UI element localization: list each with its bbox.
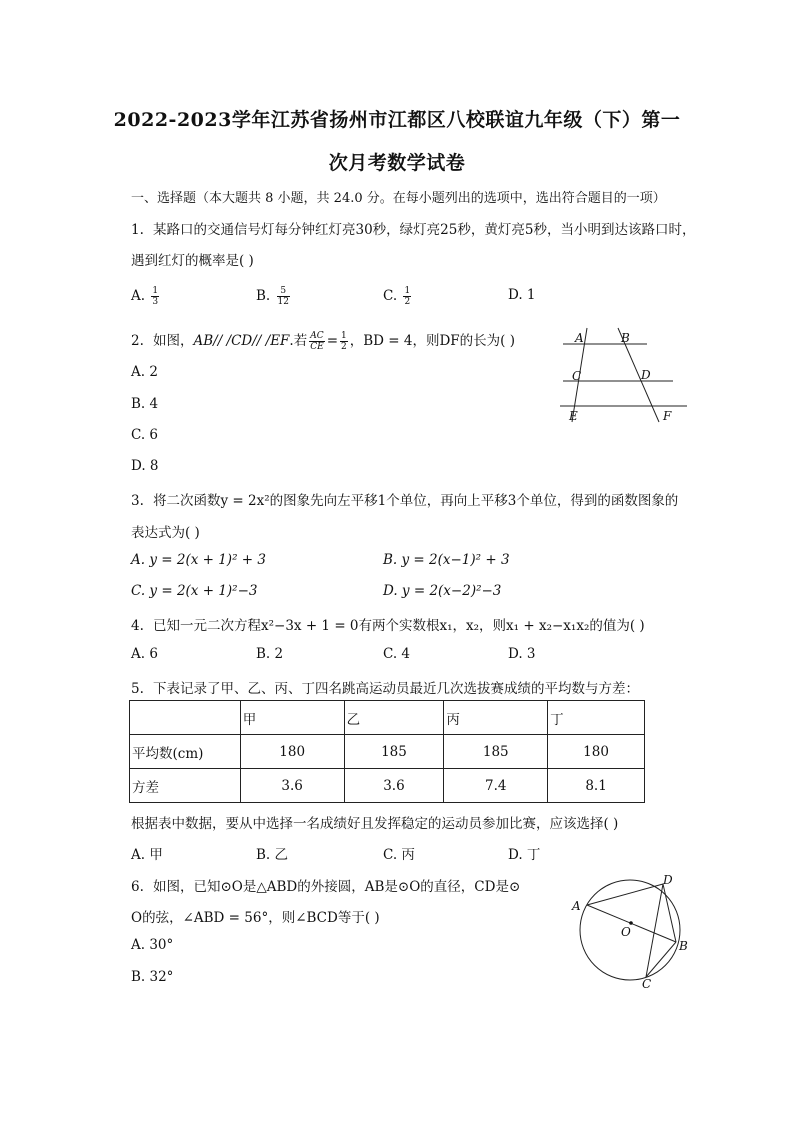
q2-parallel-lines-figure <box>555 326 695 430</box>
table-cell: 乙 <box>344 701 444 735</box>
chord-bc <box>646 942 676 977</box>
q1-option-b-fraction: $\frac{5}{12}$ <box>277 286 289 307</box>
table-cell: 3.6 <box>240 769 344 803</box>
q5-option-a: A. 甲 <box>131 847 163 863</box>
table-cell: 丙 <box>444 701 548 735</box>
q6-circle-figure <box>568 872 698 990</box>
point-label-d: D <box>641 368 651 382</box>
q2-line1: 2. 如图，AB// /CD// /EF.若 $\frac{AC}{CE}$ = $\frac{1}{2}$ ，BD = 4，则DF的长为( ) <box>131 331 515 352</box>
q5-score-table <box>129 700 645 803</box>
q2-parallel-relation: AB// /CD// /EF <box>193 333 290 349</box>
q1-option-c: C. $\frac{1}{2}$ <box>383 286 411 307</box>
q4-option-c: C. 4 <box>383 646 411 662</box>
q4-option-a: A. 6 <box>131 646 158 662</box>
q3-option-c: C. y = 2(x + 1)²−3 <box>131 583 258 599</box>
q1-option-a: A. $\frac{1}{3}$ <box>131 286 159 307</box>
point-label-e: E <box>569 409 578 423</box>
q3-line2: 表达式为( ) <box>131 525 200 541</box>
table-cell: 7.4 <box>444 769 548 803</box>
q4-line: 4. 已知一元二次方程x²−3x + 1 = 0有两个实数根x₁，x₂，则x₁ + x₂−x₁x₂的值为( ) <box>131 618 645 634</box>
table-cell: 180 <box>548 735 645 769</box>
table-cell: 方差 <box>130 769 241 803</box>
table-row <box>130 735 645 769</box>
table-cell <box>130 701 241 735</box>
q3-option-b: B. y = 2(x−1)² + 3 <box>383 552 510 568</box>
point-label-a: A <box>575 331 584 345</box>
table-cell: 甲 <box>240 701 344 735</box>
q2-option-c: C. 6 <box>131 427 159 443</box>
chord-ad <box>587 884 663 905</box>
q4-option-b: B. 2 <box>256 646 284 662</box>
point-label-o: O <box>621 925 631 939</box>
section-heading: 一、选择题（本大题共 8 小题，共 24.0 分。在每小题列出的选项中，选出符合题目的一项） <box>131 191 666 206</box>
chord-bd <box>663 884 676 942</box>
table-cell: 8.1 <box>548 769 645 803</box>
table-cell: 180 <box>240 735 344 769</box>
q1-option-c-fraction: $\frac{1}{2}$ <box>404 286 411 307</box>
point-label-d: D <box>663 873 673 887</box>
q2-half-fraction: $\frac{1}{2}$ <box>341 331 347 352</box>
q5-after-table: 根据表中数据，要从中选择一名成绩好且发挥稳定的运动员参加比赛，应该选择( ) <box>131 816 619 832</box>
q1-text: 某路口的交通信号灯每分钟红灯亮30秒，绿灯亮25秒，黄灯亮5秒，当小明到达该路口时， <box>153 222 696 238</box>
q6-option-a: A. 30° <box>131 937 174 953</box>
table-cell: 平均数(cm) <box>130 735 241 769</box>
point-label-a: A <box>572 899 581 913</box>
q5-line: 5. 下表记录了甲、乙、丙、丁四名跳高运动员最近几次选拔赛成绩的平均数与方差： <box>131 681 639 697</box>
q1-number: 1. <box>131 222 144 238</box>
q2-option-a: A. 2 <box>131 364 158 380</box>
q5-option-b: B. 乙 <box>256 847 289 863</box>
q5-option-c: C. 丙 <box>383 847 415 863</box>
q1-line2: 遇到红灯的概率是( ) <box>131 253 254 269</box>
table-row <box>130 769 645 803</box>
point-label-b: B <box>621 331 630 345</box>
q1-option-a-fraction: $\frac{1}{3}$ <box>152 286 159 307</box>
q4-option-d: D. 3 <box>508 646 536 662</box>
q5-option-d: D. 丁 <box>508 847 541 863</box>
q6-option-b: B. 32° <box>131 969 174 985</box>
table-cell: 丁 <box>548 701 645 735</box>
q3-option-a: A. y = 2(x + 1)² + 3 <box>131 552 266 568</box>
q1-line1 <box>131 218 695 238</box>
table-cell: 3.6 <box>344 769 444 803</box>
point-label-b: B <box>679 939 688 953</box>
table-cell: 185 <box>444 735 548 769</box>
q2-option-d: D. 8 <box>131 458 159 474</box>
table-cell: 185 <box>344 735 444 769</box>
table-header-row <box>130 701 645 735</box>
q3-option-d: D. y = 2(x−2)²−3 <box>383 583 502 599</box>
q1-option-d: D. 1 <box>508 287 536 303</box>
q3-line1: 3. 将二次函数y = 2x²的图象先向左平移1个单位，再向上平移3个单位，得到的函数图象的 <box>131 493 679 509</box>
exam-title-line1: 2022-2023学年江苏省扬州市江都区八校联谊九年级（下）第一 <box>113 109 681 131</box>
q6-line2: O的弦，∠ABD = 56°，则∠BCD等于( ) <box>131 910 380 926</box>
point-label-f: F <box>663 409 672 423</box>
point-label-c: C <box>642 977 652 990</box>
q2-option-b: B. 4 <box>131 396 159 412</box>
point-label-c: C <box>572 369 582 383</box>
q1-option-b: B. $\frac{5}{12}$ <box>256 286 289 307</box>
q2-ratio-fraction: $\frac{AC}{CE}$ <box>310 331 324 352</box>
exam-title-line2: 次月考数学试卷 <box>328 152 466 174</box>
q6-line1: 6. 如图，已知⊙O是△ABD的外接圆，AB是⊙O的直径，CD是⊙ <box>131 879 521 895</box>
